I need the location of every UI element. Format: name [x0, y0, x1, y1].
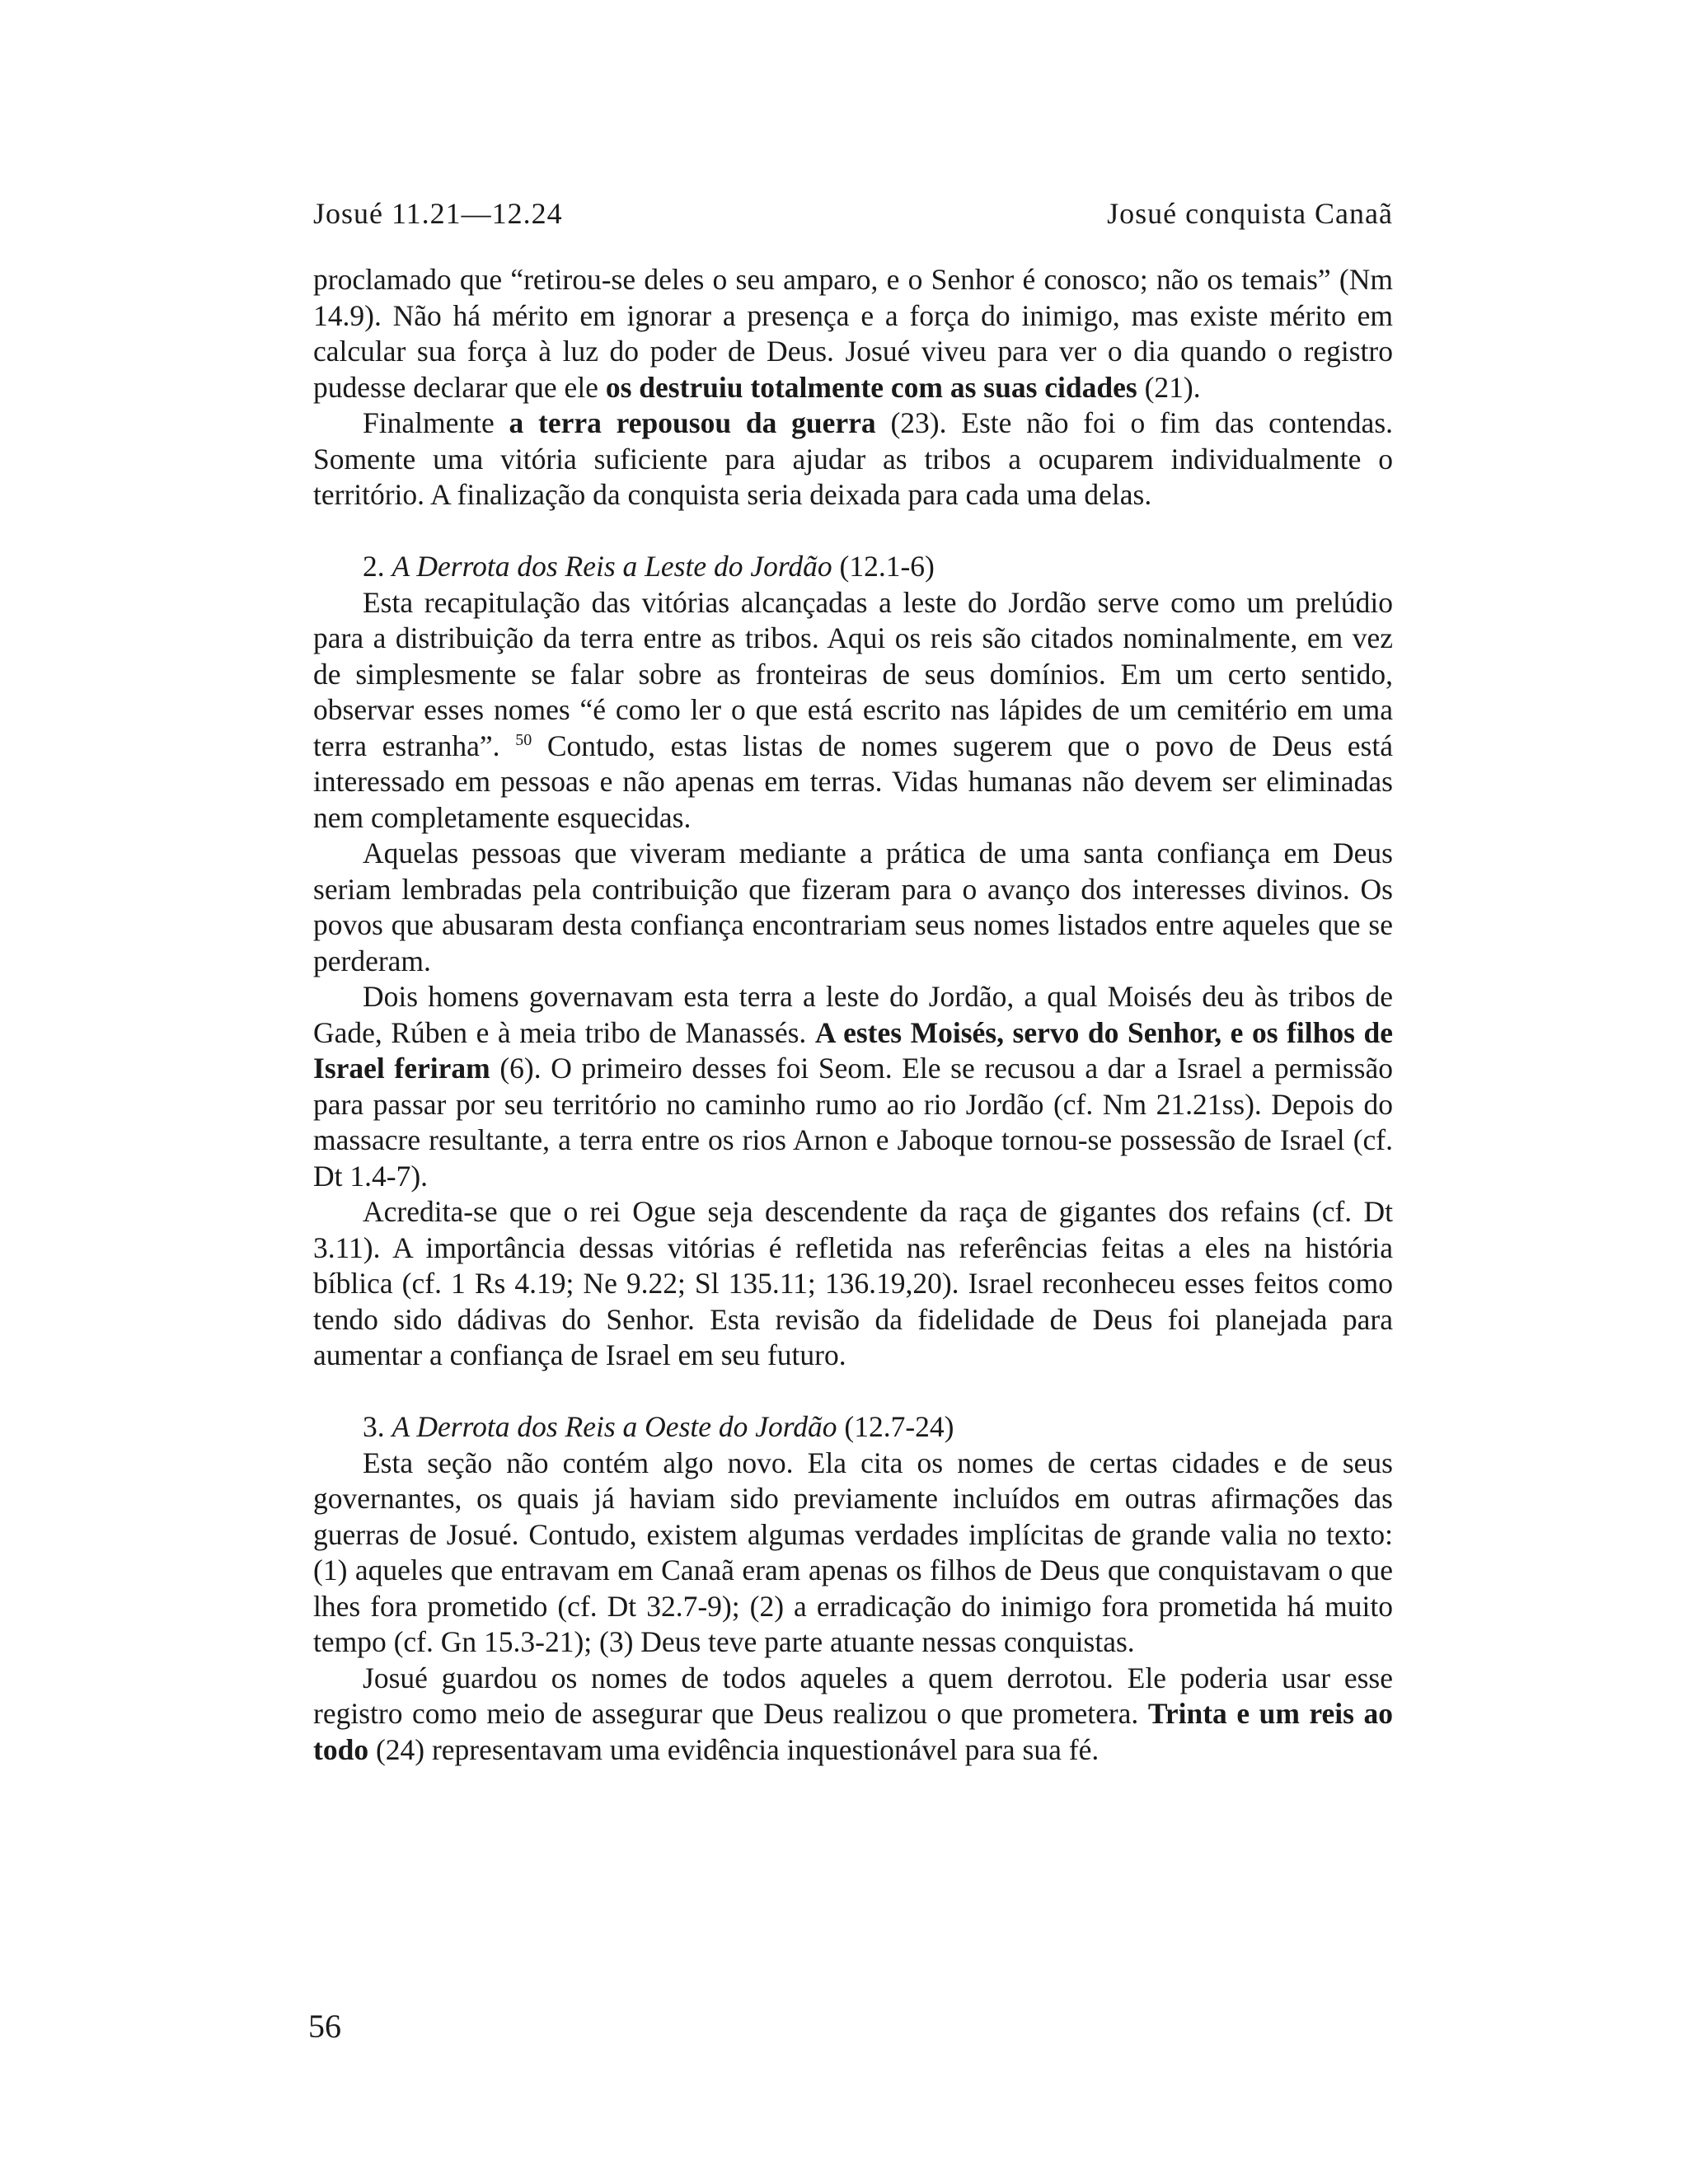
- section-heading: [313, 549, 1393, 585]
- text-run: Contudo, estas listas de nomes sugerem que o povo de Deus está interessado em pessoas e não apenas em terras. Vidas humanas não devem ser eliminadas nem completamente esquecidas.: [313, 729, 1393, 834]
- heading-title: A Derrota dos Reis a Leste do Jordão: [392, 550, 832, 583]
- section-heading: [313, 1409, 1393, 1446]
- text-run: (24) representavam uma evidência inquestionável para sua fé.: [368, 1732, 1100, 1766]
- paragraph: [313, 405, 1393, 513]
- paragraph: [313, 262, 1393, 405]
- paragraph: [313, 585, 1393, 837]
- running-head-right: Josué conquista Canaã: [1107, 197, 1393, 230]
- running-head: [313, 196, 1393, 231]
- bold-run: a terra repousou da guerra: [509, 406, 876, 439]
- heading-reference: (12.1-6): [832, 550, 935, 583]
- footnote-marker: 50: [515, 730, 532, 749]
- text-run: Esta recapitulação das vitórias alcançadas a leste do Jordão serve como um prelúdio para a distribuição da terra entre as tribos. Aqui os reis são citados nominalmente, em vez de simplesmente se falar sobre as fronteiras de seus domínios. Em um certo sentido, observar esses nomes “é como ler o que está escrito nas lápides de um cemitério em uma terra estranha”.: [313, 585, 1393, 762]
- paragraph: [313, 1661, 1393, 1769]
- page-number: 56: [308, 2008, 341, 2045]
- text-run: (6). O primeiro desses foi Seom. Ele se recusou a dar a Israel a permissão para passar por seu território no caminho rumo ao rio Jordão (cf. Nm 21.21ss). Depois do massacre resultante, a terra entre os rios Arnon e Jaboque tornou-se possessão de Israel (cf. Dt 1.4-7).: [313, 1052, 1393, 1193]
- heading-reference: (12.7-24): [837, 1410, 954, 1443]
- paragraph: Acredita-se que o rei Ogue seja descendente da raça de gigantes dos refains (cf. Dt 3.11). A importância dessas vitórias é refletida nas referências feitas a eles na história bíblica (cf. 1 Rs 4.19; Ne 9.22; Sl 135.11; 136.19,20). Israel reconheceu esses feitos como tendo sido dádivas do Senhor. Esta revisão da fidelidade de Deus foi planejada para aumentar a confiança de Israel em seu futuro.: [313, 1195, 1393, 1371]
- bold-run: os destruiu totalmente com as suas cidades: [605, 370, 1137, 404]
- body-text: [313, 262, 1393, 1768]
- text-run: (21).: [1137, 370, 1201, 404]
- text-run: Dois homens governavam esta terra a leste do Jordão, a qual Moisés deu às tribos de Gade, Rúben e à meia tribo de Manassés.: [313, 980, 1393, 1049]
- heading-title: A Derrota dos Reis a Oeste do Jordão: [392, 1410, 837, 1443]
- bold-run: Trinta e um reis ao todo: [313, 1697, 1393, 1766]
- text-run: proclamado que “retirou-se deles o seu amparo, e o Senhor é conosco; não os temais” (Nm 14.9). Não há mérito em ignorar a presença e a força do inimigo, mas existe mérito em calcular sua força à luz do poder de Deus. Josué viveu para ver o dia quando o registro pudesse declarar que ele: [313, 263, 1393, 404]
- paragraph: Esta seção não contém algo novo. Ela cita os nomes de certas cidades e de seus governantes, os quais já haviam sido previamente incluídos em outras afirmações das guerras de Josué. Contudo, existem algumas verdades implícitas de grande valia no texto: (1) aqueles que entravam em Canaã eram apenas os filhos de Deus que conquistavam o que lhes fora prometido (cf. Dt 32.7-9); (2) a erradicação do inimigo fora prometida há muito tempo (cf. Gn 15.3-21); (3) Deus teve parte atuante nessas conquistas.: [313, 1446, 1393, 1658]
- paragraph: [313, 979, 1393, 1194]
- heading-number: 3.: [363, 1410, 392, 1443]
- text-run: Josué guardou os nomes de todos aqueles a quem derrotou. Ele poderia usar esse registro como meio de assegurar que Deus realizou o que prometera.: [313, 1661, 1393, 1730]
- heading-number: 2.: [363, 550, 392, 583]
- bold-run: A estes Moisés, servo do Senhor, e os filhos de Israel feriram: [313, 1015, 1393, 1085]
- text-run: (23). Este não foi o fim das contendas. Somente uma vitória suficiente para ajudar as tribos a ocuparem individualmente o território. A finalização da conquista seria deixada para cada uma delas.: [313, 406, 1394, 511]
- running-head-left: Josué 11.21—12.24: [313, 197, 563, 230]
- paragraph: Aquelas pessoas que viveram mediante a prática de uma santa confiança em Deus seriam lembradas pela contribuição que fizeram para o avanço dos interesses divinos. Os povos que abusaram desta confiança encontrariam seus nomes listados entre aqueles que se perderam.: [313, 837, 1393, 977]
- text-run: Finalmente: [363, 406, 509, 439]
